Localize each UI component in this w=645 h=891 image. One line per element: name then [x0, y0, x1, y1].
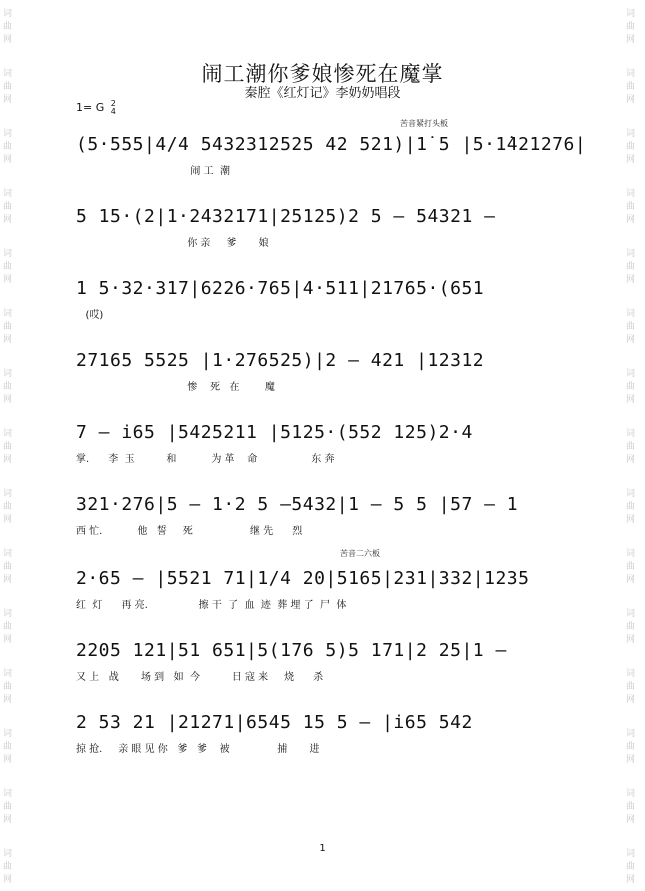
watermark-glyph: 曲: [3, 802, 13, 812]
watermark-glyph: 网: [3, 455, 13, 465]
watermark-glyph: 网: [626, 215, 636, 225]
watermark-glyph: 词: [3, 249, 13, 259]
score-row: [76, 712, 566, 772]
time-denominator: 4: [110, 107, 116, 116]
watermark-glyph: 词: [3, 429, 13, 439]
watermark-glyph: 曲: [626, 202, 636, 212]
watermark-glyph: 网: [626, 575, 636, 585]
watermark-glyph: 曲: [3, 742, 13, 752]
watermark-glyph: 网: [3, 875, 13, 885]
score-row: [76, 206, 566, 266]
key-signature: [76, 100, 116, 116]
watermark-glyph: 网: [626, 275, 636, 285]
score-row: [76, 350, 566, 410]
watermark-glyph: 网: [3, 155, 13, 165]
lyric-line: 红 灯 再 亮. 擦 干 了 血 迹 葬 埋 了 尸 体: [76, 600, 347, 611]
watermark-glyph: 网: [3, 35, 13, 45]
watermark-glyph: 网: [626, 335, 636, 345]
watermark-glyph: 网: [3, 275, 13, 285]
watermark-glyph: 网: [626, 95, 636, 105]
time-signature: [111, 100, 116, 116]
watermark-glyph: 曲: [3, 202, 13, 212]
score-row: [76, 422, 566, 482]
lyric-line: (哎): [76, 310, 104, 321]
watermark-glyph: 网: [3, 95, 13, 105]
watermark-glyph: 网: [626, 695, 636, 705]
watermark-glyph: 曲: [3, 82, 13, 92]
watermark-glyph: 曲: [626, 802, 636, 812]
watermark-glyph: 曲: [626, 382, 636, 392]
lyric-line: 你 亲 爹 娘: [76, 238, 269, 249]
watermark-right: [623, 0, 645, 891]
watermark-glyph: 网: [3, 335, 13, 345]
watermark-glyph: 曲: [3, 262, 13, 272]
score-row: [76, 278, 566, 338]
score-row: [76, 134, 587, 194]
tempo-mark-2: 苦音二六板: [340, 549, 380, 558]
watermark-glyph: 词: [3, 789, 13, 799]
watermark-glyph: 词: [3, 69, 13, 79]
notation-line: 27165 5525 |1·276525)|2 — 421 |12312: [76, 350, 485, 371]
watermark-glyph: 词: [626, 189, 636, 199]
watermark-glyph: 词: [626, 129, 636, 139]
watermark-glyph: 网: [626, 35, 636, 45]
watermark-glyph: 曲: [626, 742, 636, 752]
lyric-line: 掌. 李 玉 和 为 革 命 东 奔: [76, 454, 335, 465]
time-numerator: 2: [110, 99, 116, 108]
score-row: [76, 640, 566, 700]
score-row: [76, 568, 566, 628]
lyric-line: 西 忙. 他 誓 死 继 先 烈: [76, 526, 303, 537]
watermark-glyph: 网: [626, 395, 636, 405]
watermark-glyph: 网: [3, 755, 13, 765]
lyric-line: 闹 工 潮: [76, 166, 230, 177]
watermark-glyph: 词: [626, 429, 636, 439]
watermark-glyph: 词: [3, 369, 13, 379]
watermark-glyph: 曲: [626, 322, 636, 332]
watermark-glyph: 词: [626, 489, 636, 499]
watermark-glyph: 词: [3, 669, 13, 679]
watermark-glyph: 词: [626, 9, 636, 19]
watermark-glyph: 词: [3, 9, 13, 19]
watermark-glyph: 词: [626, 249, 636, 259]
watermark-glyph: 曲: [3, 862, 13, 872]
score-row: [76, 494, 566, 554]
notation-line: (5·555|4/4 5432312525 42 521)|1̇ 5 |5·1̇421276|: [76, 134, 587, 155]
watermark-glyph: 词: [3, 549, 13, 559]
watermark-glyph: 曲: [3, 142, 13, 152]
watermark-glyph: 网: [3, 635, 13, 645]
watermark-glyph: 网: [3, 395, 13, 405]
watermark-glyph: 词: [3, 849, 13, 859]
watermark-glyph: 词: [626, 309, 636, 319]
watermark-glyph: 曲: [626, 82, 636, 92]
watermark-glyph: 曲: [626, 22, 636, 32]
watermark-glyph: 曲: [626, 862, 636, 872]
watermark-glyph: 词: [3, 729, 13, 739]
watermark-glyph: 曲: [3, 562, 13, 572]
watermark-glyph: 网: [3, 575, 13, 585]
watermark-glyph: 网: [626, 815, 636, 825]
notation-line: 2 53 21 |21271|6545 15 5 — |i65 542: [76, 712, 473, 733]
watermark-glyph: 网: [626, 515, 636, 525]
watermark-glyph: 网: [3, 215, 13, 225]
key-label: 1= G: [76, 101, 105, 114]
watermark-glyph: 曲: [626, 562, 636, 572]
watermark-glyph: 词: [626, 789, 636, 799]
watermark-glyph: 词: [3, 309, 13, 319]
notation-line: 321·276|5 — 1·2 5 —5432|1 — 5 5 |57 — 1: [76, 494, 519, 515]
score-subtitle: 秦腔《红灯记》李奶奶唱段: [244, 86, 401, 101]
watermark-glyph: 网: [3, 695, 13, 705]
watermark-glyph: 词: [626, 549, 636, 559]
watermark-glyph: 网: [3, 515, 13, 525]
lyric-line: 惨 死 在 魔: [76, 382, 275, 393]
watermark-glyph: 词: [3, 609, 13, 619]
notation-line: 5 15·(2|1·2432171|25125)2 5 — 54321 —: [76, 206, 496, 227]
watermark-glyph: 曲: [3, 442, 13, 452]
tempo-mark-1: 苦音紧打头板: [400, 119, 448, 128]
notation-line: 2·65 — |5521 71|1/4 20|5165|231|332|1235: [76, 568, 530, 589]
watermark-glyph: 网: [626, 155, 636, 165]
notation-line: 1 5·32·317|6226·765|4·511|21765·(651: [76, 278, 485, 299]
watermark-glyph: 曲: [3, 502, 13, 512]
notation-line: 7 — i65 |5425211 |5125·(552 125)2·4: [76, 422, 473, 443]
watermark-glyph: 曲: [3, 622, 13, 632]
score-title: 闹工潮你爹娘惨死在魔掌: [201, 62, 444, 86]
watermark-glyph: 曲: [3, 22, 13, 32]
watermark-glyph: 曲: [626, 502, 636, 512]
watermark-glyph: 曲: [3, 682, 13, 692]
watermark-glyph: 词: [626, 69, 636, 79]
watermark-left: [0, 0, 22, 891]
watermark-glyph: 曲: [626, 622, 636, 632]
watermark-glyph: 曲: [3, 322, 13, 332]
page-number: 1: [319, 843, 326, 854]
watermark-glyph: 网: [626, 455, 636, 465]
watermark-glyph: 曲: [3, 382, 13, 392]
watermark-glyph: 曲: [626, 442, 636, 452]
watermark-glyph: 曲: [626, 262, 636, 272]
watermark-glyph: 词: [626, 609, 636, 619]
notation-line: 2205 121|51 651|5(176 5)5 171|2 25|1 —: [76, 640, 507, 661]
watermark-glyph: 网: [3, 815, 13, 825]
watermark-glyph: 曲: [626, 142, 636, 152]
lyric-line: 又 上 战 场 到 如 今 日 寇 来 烧 杀: [76, 672, 324, 683]
watermark-glyph: 词: [3, 129, 13, 139]
watermark-glyph: 词: [626, 669, 636, 679]
lyric-line: 掠 抢. 亲 眼 见 你 爹 爹 被 捕 进: [76, 744, 320, 755]
watermark-glyph: 词: [626, 849, 636, 859]
watermark-glyph: 曲: [626, 682, 636, 692]
watermark-glyph: 词: [3, 489, 13, 499]
watermark-glyph: 网: [626, 875, 636, 885]
watermark-glyph: 词: [3, 189, 13, 199]
watermark-glyph: 词: [626, 729, 636, 739]
watermark-glyph: 词: [626, 369, 636, 379]
watermark-glyph: 网: [626, 635, 636, 645]
watermark-glyph: 网: [626, 755, 636, 765]
